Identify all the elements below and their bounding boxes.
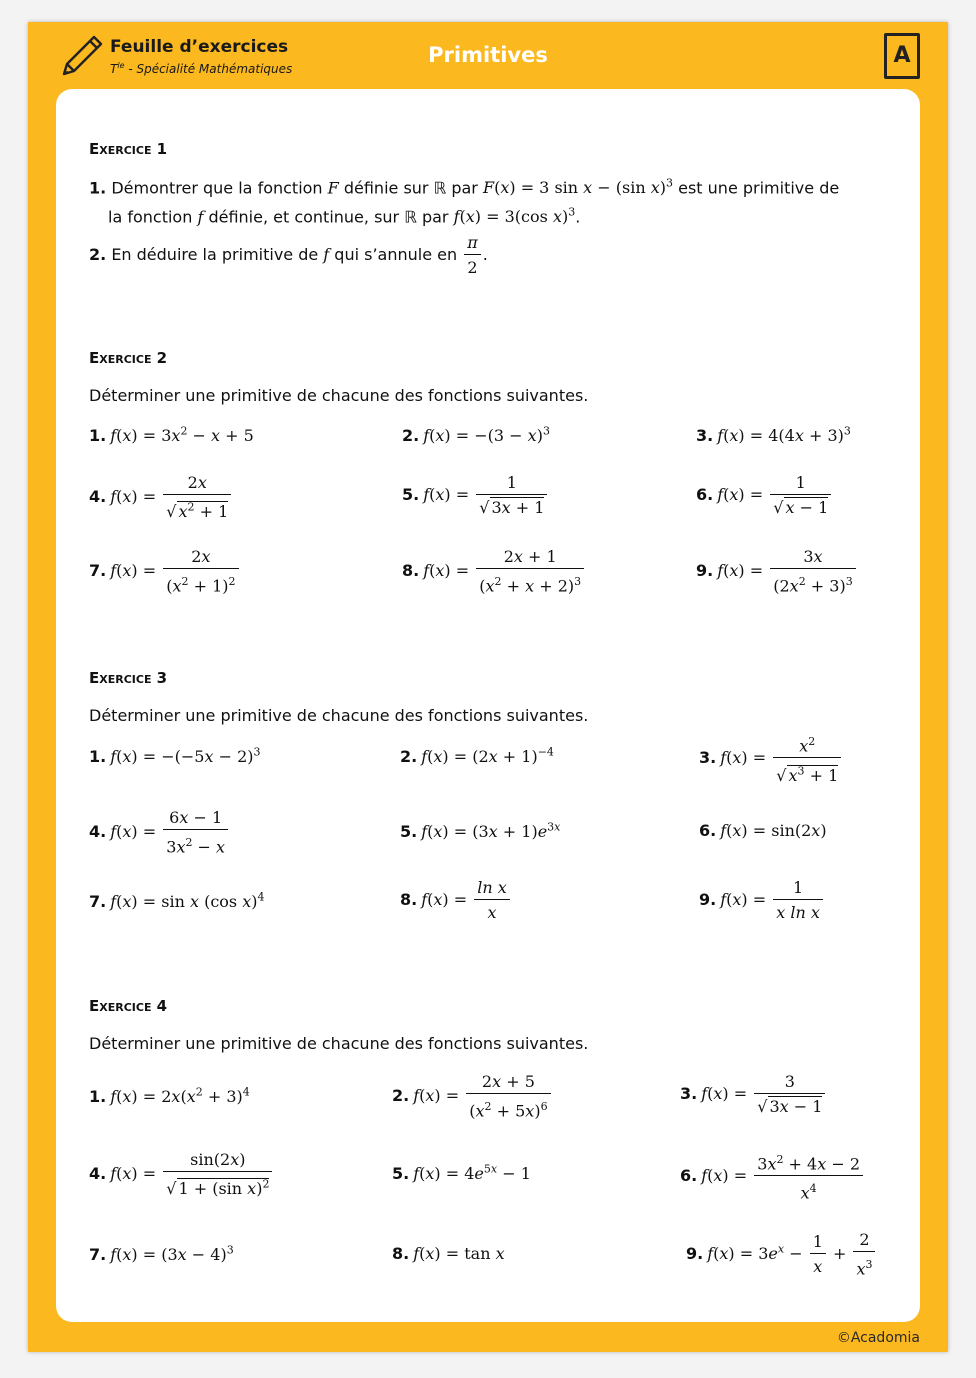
ex3-item-2: 2. $f(x) = (2x + 1)^{-4}$ [400, 746, 554, 767]
ex3-item-8: 8. f(x) = $\frac{\text{ln x}}{x}$ [400, 877, 512, 924]
ex2-intro: Déterminer une primitive de chacune des fonctions suivantes. [89, 386, 589, 405]
ex2-item-2: 2. $f(x) = -(3 - x)^3$ [402, 425, 550, 446]
ex4-item-4: 4. f(x) = $\frac{\sin(2x)}{√ 1 + (\sin x)^2}$ [89, 1149, 274, 1200]
ex4-item-5: 5. $f(x) = 4e^{5x} - 1$ [392, 1163, 531, 1184]
exercise-2-title: Exercice 2 [89, 349, 168, 367]
exercise-card [56, 89, 920, 1322]
exercise-1-title: Exercice 1 [89, 140, 168, 158]
brand-logo: A [884, 33, 920, 79]
ex4-item-1: 1. $f(x) = 2x(x^2 + 3)^4$ [89, 1086, 250, 1107]
worksheet-frame [28, 22, 948, 1352]
exercise-3-title: Exercice 3 [89, 669, 168, 687]
ex2-item-9: 9. f(x) = $\frac{3x}{(2x^2 + 3)^3}$ [696, 546, 858, 597]
ex4-item-7: 7. $f(x) = (3x - 4)^3$ [89, 1244, 234, 1265]
ex3-intro: Déterminer une primitive de chacune des fonctions suivantes. [89, 706, 589, 725]
ex4-item-9: 9. $f(x) = 3e^x$ − $\frac{1}{x}$ + $\frac{2}{x^3}$ [686, 1229, 877, 1280]
sheet-subtitle: $T^{le}$ - Spécialité Mathématiques [110, 61, 293, 76]
ex1-q1-line2: la fonction f définie, et continue, sur ℝ par f(x) = 3(cos x)$^3$. [108, 206, 581, 227]
ex3-item-6: 6. f(x) = sin(2x) [699, 821, 827, 840]
ex2-item-7: 7. f(x) = $\frac{2x}{(x^2 + 1)^2}$ [89, 546, 241, 597]
ex3-item-1: 1. $f(x) = -(-5x - 2)^3$ [89, 746, 261, 767]
copyright-footer: ©Acadomia [836, 1330, 920, 1346]
ex3-item-4: 4. f(x) = $\frac{6x - 1}{3x^2 - x}$ [89, 807, 230, 858]
ex4-item-8: 8. f(x) = tan x [392, 1244, 505, 1263]
ex2-item-1: 1. $f(x) = 3x^2 - x + 5$ [89, 425, 254, 446]
ex4-item-3: 3. f(x) = $\frac{3}{√ 3x - 1}$ [680, 1071, 827, 1118]
ex3-item-7: 7. f(x) = sin x (cos x)$^4$ [89, 891, 265, 912]
ex2-item-8: 8. f(x) = $\frac{2x + 1}{(x^2 + x + 2)^3}$ [402, 546, 586, 597]
sheet-title: Feuille d’exercices [110, 37, 289, 57]
ex4-item-6: 6. f(x) = $\frac{3x^2 + 4x - 2}{x^4}$ [680, 1149, 865, 1205]
ex2-item-5: 5. f(x) = $\frac{1}{√ 3x + 1}$ [402, 472, 549, 519]
ex1-q1-line1: 1. Démontrer que la fonction F définie sur ℝ par F(x) = 3 sin x − (sin x)$^3$ est une primitive de [89, 177, 840, 198]
ex2-item-6: 6. f(x) = $\frac{1}{√ x - 1}$ [696, 472, 833, 519]
ex4-item-2: 2. f(x) = $\frac{2x + 5}{(x^2 + 5x)^6}$ [392, 1071, 553, 1122]
ex2-item-3: 3. $f(x) = 4(4x + 3)^3$ [696, 425, 851, 446]
ex3-item-3: 3. f(x) = $\frac{x^2}{√ x^3 + 1}$ [699, 731, 843, 787]
exercise-4-title: Exercice 4 [89, 997, 168, 1015]
ex4-intro: Déterminer une primitive de chacune des fonctions suivantes. [89, 1034, 589, 1053]
topic-title: Primitives [428, 43, 548, 67]
ex2-item-4: 4. f(x) = $\frac{2x}{√ x^2 + 1}$ [89, 472, 233, 523]
ex1-q2: 2. En déduire la primitive de f qui s’annule en $\frac{\pi}{2}$ . [89, 233, 488, 277]
ex3-item-5: 5. $f(x) = (3x + 1)e^{3x}$ [400, 821, 561, 842]
ex3-item-9: 9. f(x) = $\frac{1}{\text{x ln x}}$ [699, 877, 825, 924]
